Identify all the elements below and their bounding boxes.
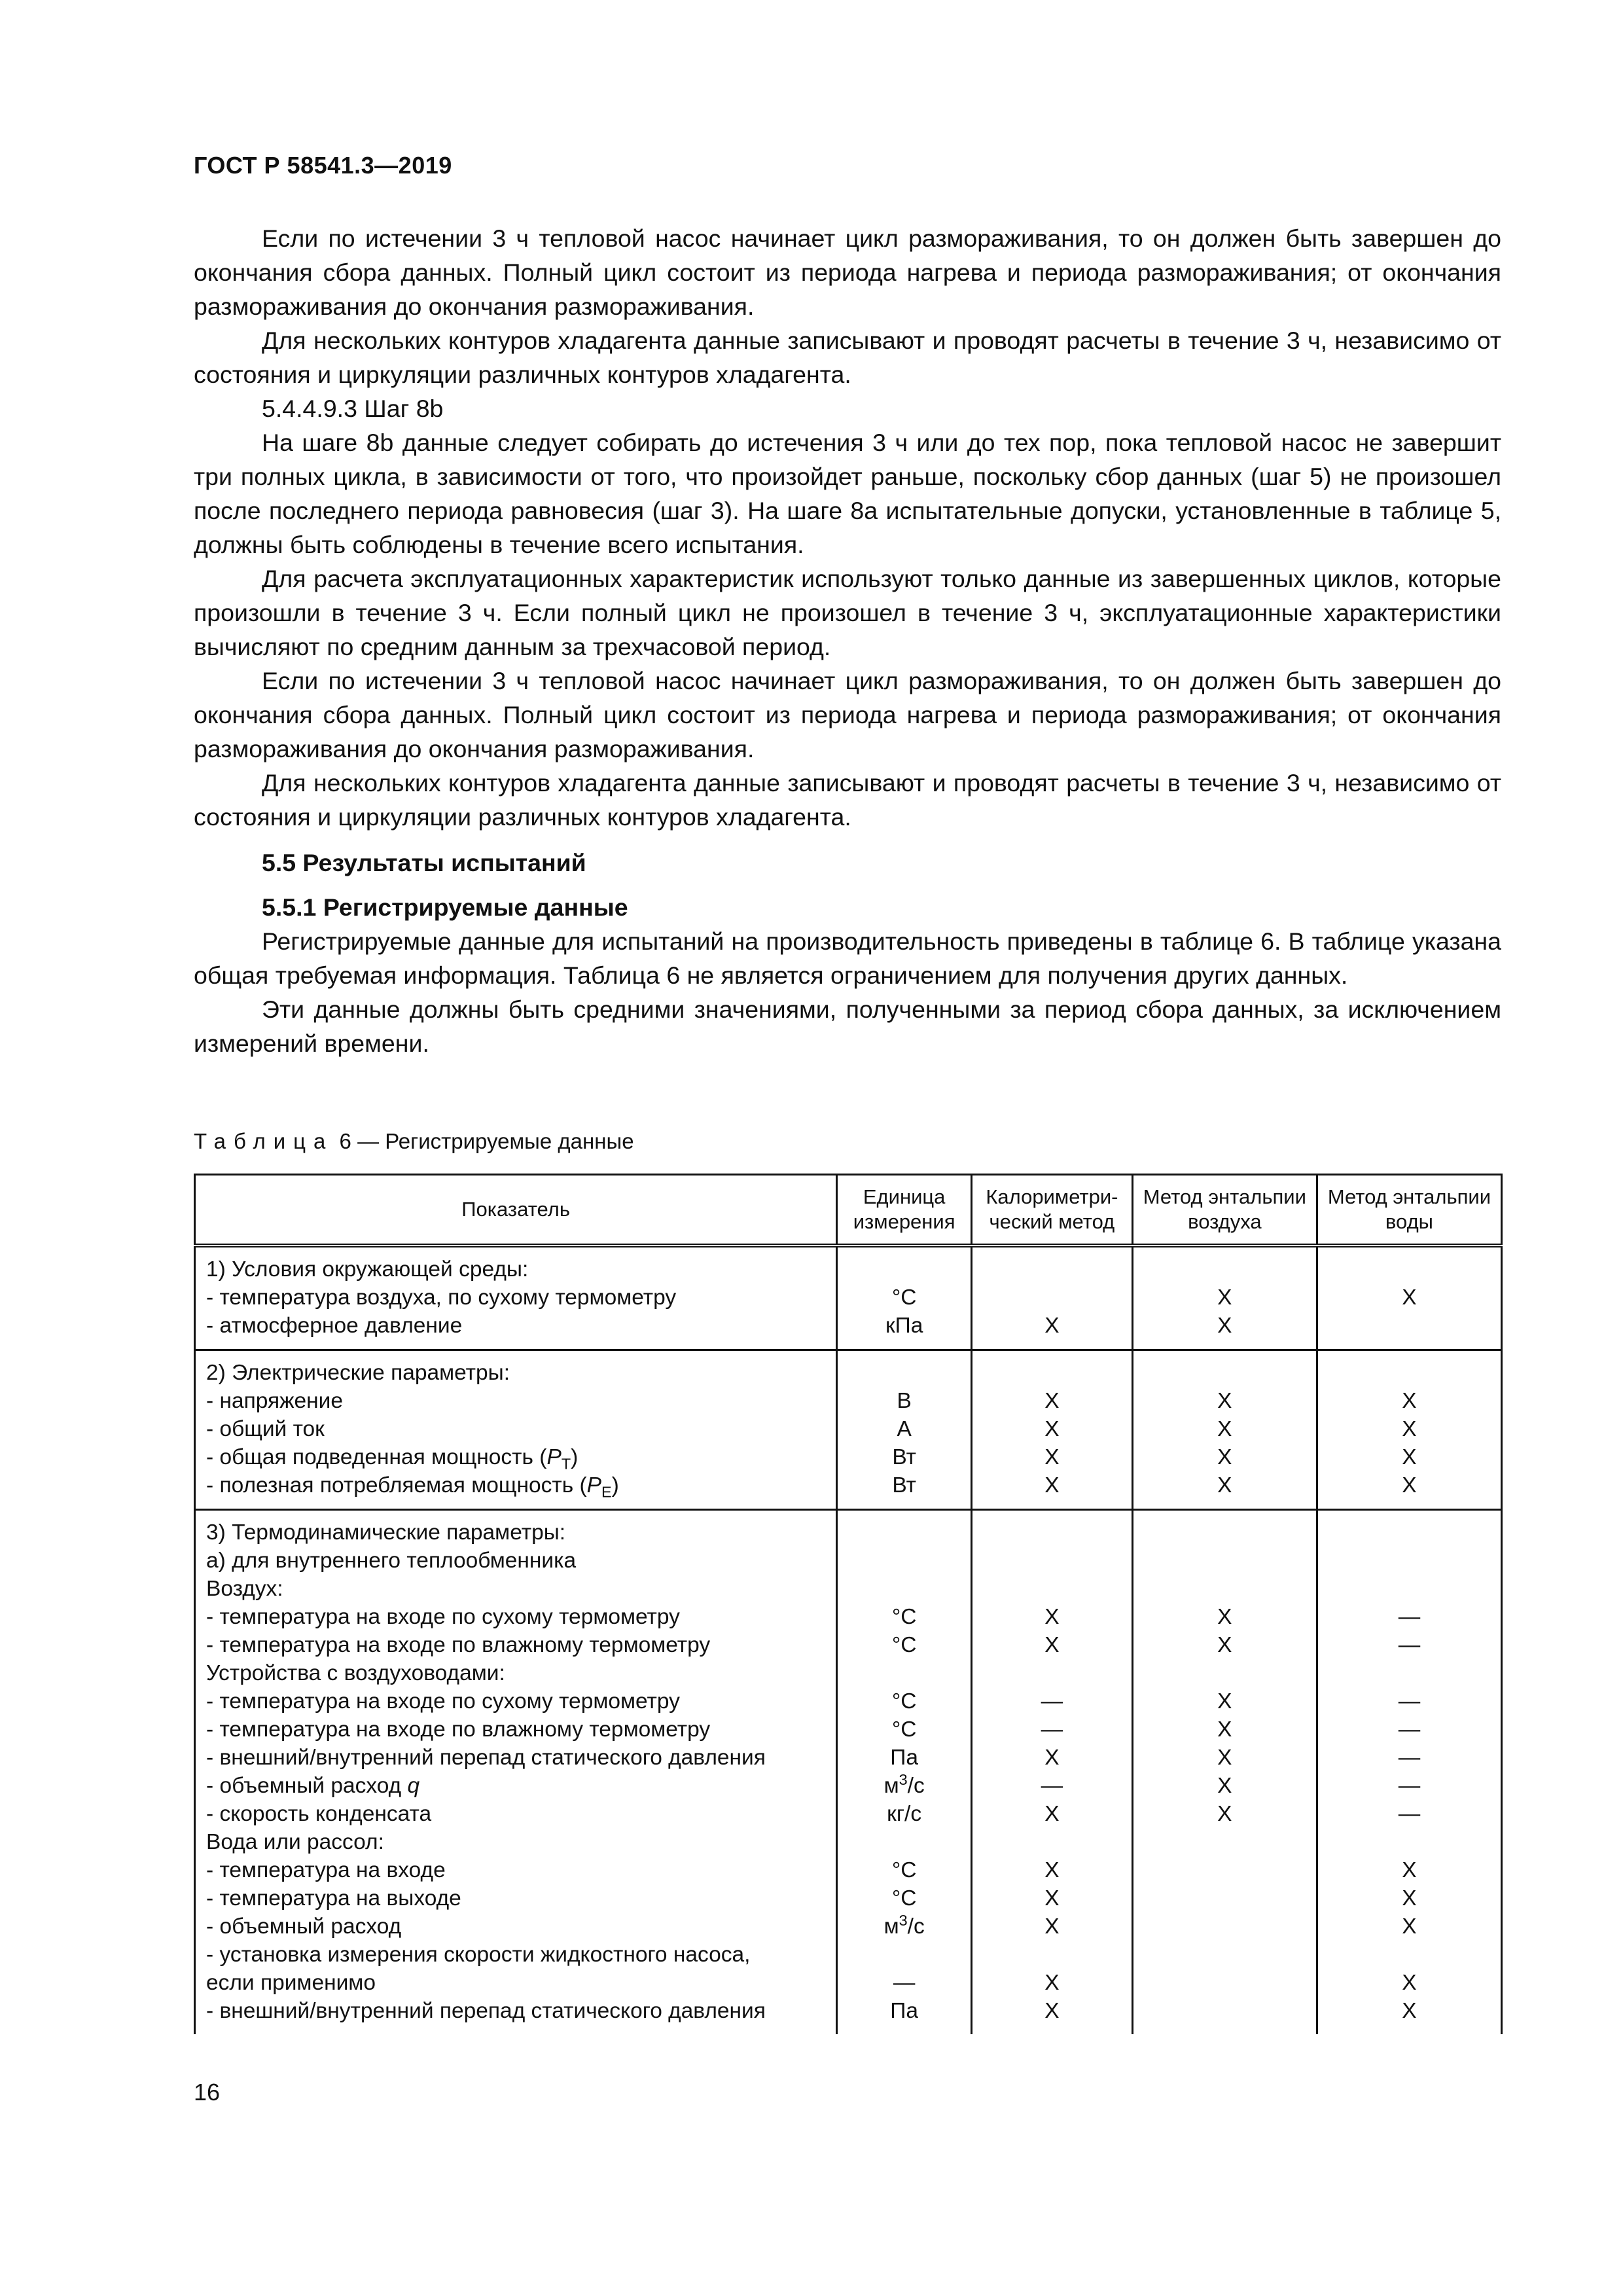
paragraph: Для нескольких контуров хладагента данные записывают и проводят расчеты в течение 3 ч, независимо от состояния и циркуляции различных контуров хладагента. [194,327,1501,388]
indicator-cell: 3) Термодинамические параметры: а) для внутреннего теплообменника Воздух: - температура на входе по сухому термометру - температура на входе по влажному термометру Устройства с воздуховодами: - температура на входе по сухому термометру - температура на входе по влажному термометру - внешний/внутренний перепад статического давления - объемный расход q - скорость конденсата Вода или рассол: - температура на входе - температура на выходе - объемный расход - установка измерения скорости жидкостного насоса, если применимо - внешний/внутренний перепад статического давления [195,1510,837,2035]
unit-cell [837,1246,972,1350]
mark: X [1402,1285,1417,1310]
mark: X [1044,1314,1060,1338]
header-unit: Единица измерения [837,1175,972,1246]
air-enthalpy-cell: X X X X [1132,1350,1317,1510]
paragraph: Эти данные должны быть средними значениями, полученными за период сбора данных, за исключением измерений времени. [194,996,1501,1057]
table-row [195,1246,1502,1350]
row-label: - напряжение [206,1389,344,1413]
recorded-data-table [194,1174,1503,2034]
unit-value: кПа [885,1314,923,1338]
row-label: - общий ток [206,1417,325,1441]
water-enthalpy-cell: X X X X [1317,1350,1501,1510]
calorimetric-cell [972,1246,1133,1350]
unit-cell: В А Вт Вт [837,1350,972,1510]
water-enthalpy-cell: — — — — — — — X X X X X [1317,1510,1501,2035]
group-electrical [195,1350,1502,1510]
section-heading: 5.5 Результаты испытаний [262,849,586,876]
group-ambient [195,1246,1502,1350]
paragraph: На шаге 8b данные следует собирать до истечения 3 ч или до тех пор, пока тепловой насос не завершит три полных цикла, в зависимости от того, что произойдет раньше, поскольку сбор данных (шаг 5) не произошел после последнего периода равновесия (шаг 3). На шаге 8a испытательные допуски, установленные в таблице 5, должны быть соблюдены в течение всего испытания. [194,429,1501,558]
unit-cell: °C °C °C °C Па $м^3/с$ кг/с °C °C $м^3/с$ — Па [837,1510,972,2035]
group-title: 2) Электрические параметры: [206,1361,510,1385]
group-title: 3) Термодинамические параметры: [206,1520,566,1545]
indicator-cell [195,1246,837,1350]
unit-value: °C [891,1285,917,1310]
calorimetric-cell: X X — — X — X X X X X X [972,1510,1133,2035]
row-label: - температура воздуха, по сухому термометру [206,1285,677,1310]
row-label: - атмосферное давление [206,1314,463,1338]
table-caption-label: Таблица [194,1129,334,1153]
subsection-heading: 5.5.1 Регистрируемые данные [262,893,628,921]
table-caption-title: 6 — Регистрируемые данные [333,1129,634,1153]
header-calorimetric: Калориметри-ческий метод [972,1175,1133,1246]
paragraph: Если по истечении 3 ч тепловой насос начинает цикл размораживания, то он должен быть завершен до окончания сбора данных. Полный цикл состоит из периода нагрева и периода размораживания; от окончания размораживания до окончания размораживания. [194,224,1501,320]
paragraph: Для нескольких контуров хладагента данные записывают и проводят расчеты в течение 3 ч, независимо от состояния и циркуляции различных контуров хладагента. [194,769,1501,831]
row-label: - общая подведенная мощность $(P_T)$ [206,1445,579,1473]
header-air-enthalpy: Метод энтальпии воздуха [1132,1175,1317,1246]
body-text [194,221,1501,1060]
water-enthalpy-cell [1317,1246,1501,1350]
calorimetric-cell: X X X X [972,1350,1133,1510]
row-label: - полезная потребляемая мощность $(P_E)$ [206,1473,619,1501]
document-header: ГОСТ Р 58541.3—2019 [194,152,452,179]
table-row [195,1350,1502,1510]
header-water-enthalpy: Метод энтальпии воды [1317,1175,1501,1246]
mark: X [1217,1285,1232,1310]
mark: X [1217,1314,1232,1338]
header-indicator: Показатель [195,1175,837,1246]
page-number: 16 [194,2079,221,2106]
group-thermodynamic [195,1510,1502,2035]
table-header-row [195,1175,1502,1246]
indicator-cell [195,1350,837,1510]
paragraph: Регистрируемые данные для испытаний на производительность приведены в таблице 6. В таблице указана общая требуемая информация. Таблица 6 не является ограничением для получения других данных. [194,927,1501,989]
table-caption [194,1129,634,1154]
paragraph: Для расчета эксплуатационных характеристик используют только данные из завершенных циклов, которые произошли в течение 3 ч. Если полный цикл не произошел в течение 3 ч, эксплуатационные характеристики вычисляют по средним данным за трехчасовой период. [194,565,1501,660]
clause-number: 5.4.4.9.3 Шаг 8b [262,395,444,422]
air-enthalpy-cell [1132,1246,1317,1350]
air-enthalpy-cell: X X X X X X X [1132,1510,1317,2035]
group-title: 1) Условия окружающей среды: [206,1257,529,1282]
paragraph: Если по истечении 3 ч тепловой насос начинает цикл размораживания, то он должен быть завершен до окончания сбора данных. Полный цикл состоит из периода нагрева и периода размораживания; от окончания размораживания до окончания размораживания. [194,667,1501,762]
table-row [195,1510,1502,2035]
